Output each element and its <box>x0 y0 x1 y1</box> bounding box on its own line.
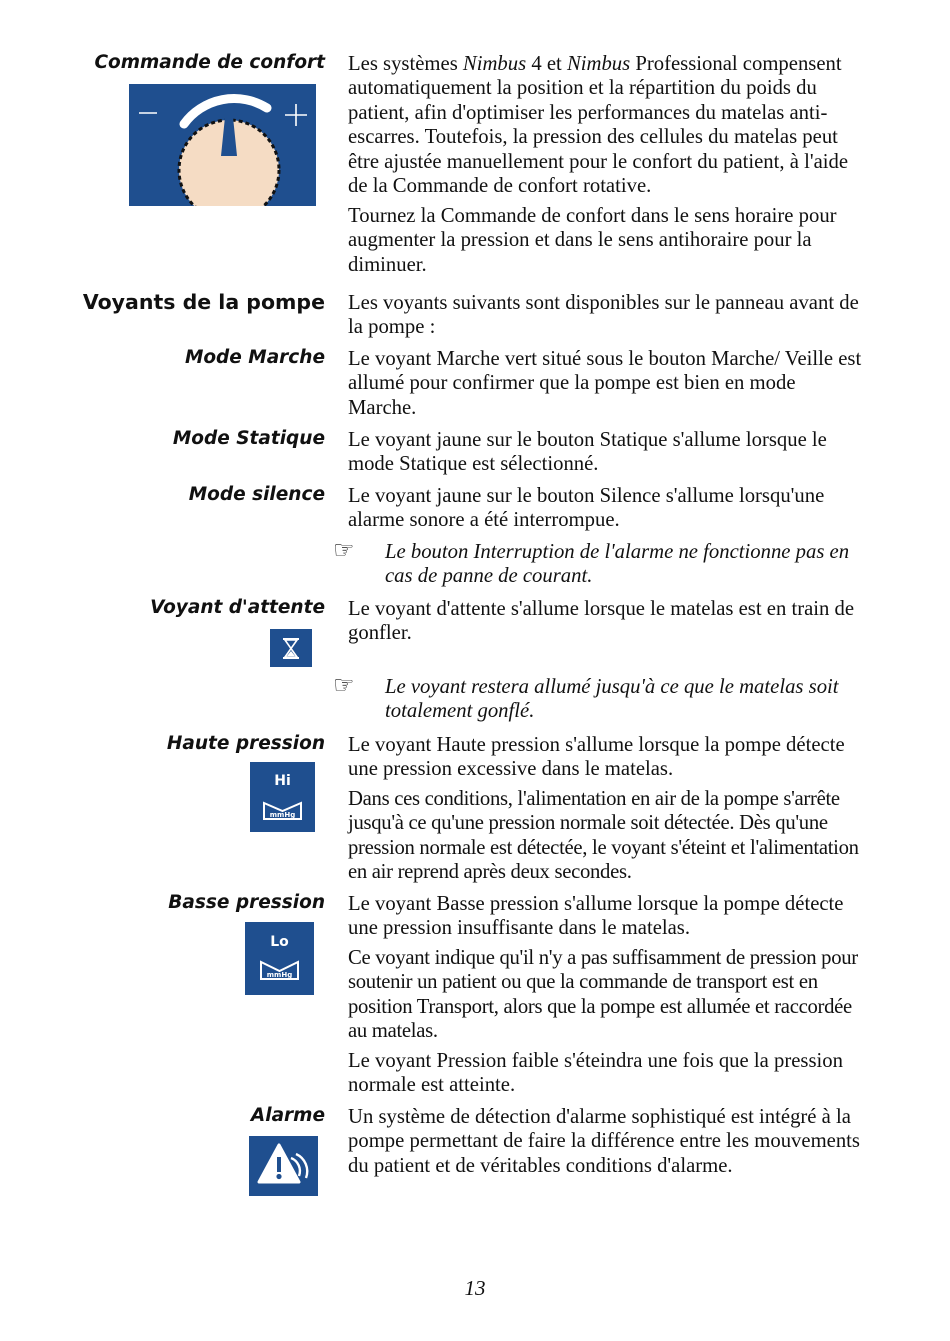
high-pressure-paragraph-2: Dans ces conditions, l'alimentation en air de la pompe s'arrête jusqu'à ce qu'une pression normale soit détectée. Dès qu'une pression normale est détectée, le voyant s'éteint et l'alimentation en air reprend après deux secondes. <box>348 788 859 884</box>
section-label-run-mode: Mode Marche <box>184 347 325 368</box>
section-label-silence-mode: Mode silence <box>188 484 325 505</box>
section-label-alarm: Alarme <box>250 1105 325 1126</box>
section-label-high-pressure: Haute pression <box>166 733 325 754</box>
text-run: Les systèmes <box>348 53 463 75</box>
silence-mode-note: Le bouton Interruption de l'alarme ne fonctionne pas en cas de panne de courant. <box>385 541 850 588</box>
section-label-static-mode: Mode Statique <box>172 428 325 449</box>
low-pressure-paragraph-1: Le voyant Basse pression s'allume lorsque la pompe détecte une pression insuffisante dans le matelas. <box>348 893 844 940</box>
high-pressure-paragraph-1: Le voyant Haute pression s'allume lorsque la pompe détecte une pression excessive dans le matelas. <box>348 734 845 781</box>
pointing-hand-icon: ☞ <box>333 536 355 564</box>
run-mode-paragraph: Le voyant Marche vert situé sous le bouton Marche/ Veille est allumé pour confirmer que la pompe est bien en mode Marche. <box>348 348 862 419</box>
low-pressure-paragraph-2: Ce voyant indique qu'il n'y a pas suffisamment de pression pour soutenir un patient ou que la commande de transport est en position Transport, alors que la pompe est allumée et raccordée au matelas. <box>348 947 858 1043</box>
warning-triangle-icon <box>249 1136 318 1196</box>
pointing-hand-icon: ☞ <box>333 671 355 699</box>
comfort-paragraph-1 <box>348 52 868 198</box>
text-run: Professional compensent automatiquement la position et la répartition du poids du patient, afin d'optimiser les performances du matelas anti-escarres. Toutefois, la pression des cellules du matelas peut être ajustée manuellement pour le confort du patient, à l'aide de la Commande de confort rotative. <box>348 53 849 198</box>
low-pressure-paragraph-3: Le voyant Pression faible s'éteindra une fois que la pression normale est atteinte. <box>348 1050 843 1097</box>
pump-lights-paragraph: Les voyants suivants sont disponibles sur le panneau avant de la pompe : <box>348 292 859 339</box>
page-number: 13 <box>464 1276 486 1300</box>
low-pressure-icon <box>245 922 314 995</box>
high-pressure-icon-unit: mmHg <box>269 811 296 819</box>
section-label-pump-lights: Voyants de la pompe <box>82 290 325 314</box>
hourglass-icon <box>270 629 312 667</box>
comfort-dial-icon <box>129 84 316 206</box>
alarm-paragraph: Un système de détection d'alarme sophistiqué est intégré à la pompe permettant de faire la différence entre les mouvements du patient et de véritables conditions d'alarme. <box>348 1106 860 1177</box>
static-mode-paragraph: Le voyant jaune sur le bouton Statique s'allume lorsque le mode Statique est sélectionné. <box>348 429 827 476</box>
low-pressure-icon-label: Lo <box>270 934 289 950</box>
low-pressure-icon-unit: mmHg <box>266 971 293 979</box>
section-label-comfort: Commande de confort <box>94 52 325 73</box>
waiting-note: Le voyant restera allumé jusqu'à ce que le matelas soit totalement gonflé. <box>385 676 839 723</box>
brand-name: Nimbus <box>566 53 631 75</box>
high-pressure-icon <box>250 762 315 832</box>
text-run: 4 et <box>526 53 567 75</box>
section-label-low-pressure: Basse pression <box>168 892 325 913</box>
comfort-paragraph-2: Tournez la Commande de confort dans le sens horaire pour augmenter la pression et dans le sens antihoraire pour la diminuer. <box>348 205 837 276</box>
brand-name: Nimbus <box>462 53 527 75</box>
silence-mode-paragraph: Le voyant jaune sur le bouton Silence s'allume lorsqu'une alarme sonore a été interrompue. <box>348 485 825 532</box>
waiting-paragraph: Le voyant d'attente s'allume lorsque le matelas est en train de gonfler. <box>348 598 855 645</box>
section-label-waiting: Voyant d'attente <box>150 597 325 618</box>
high-pressure-icon-label: Hi <box>274 773 291 789</box>
